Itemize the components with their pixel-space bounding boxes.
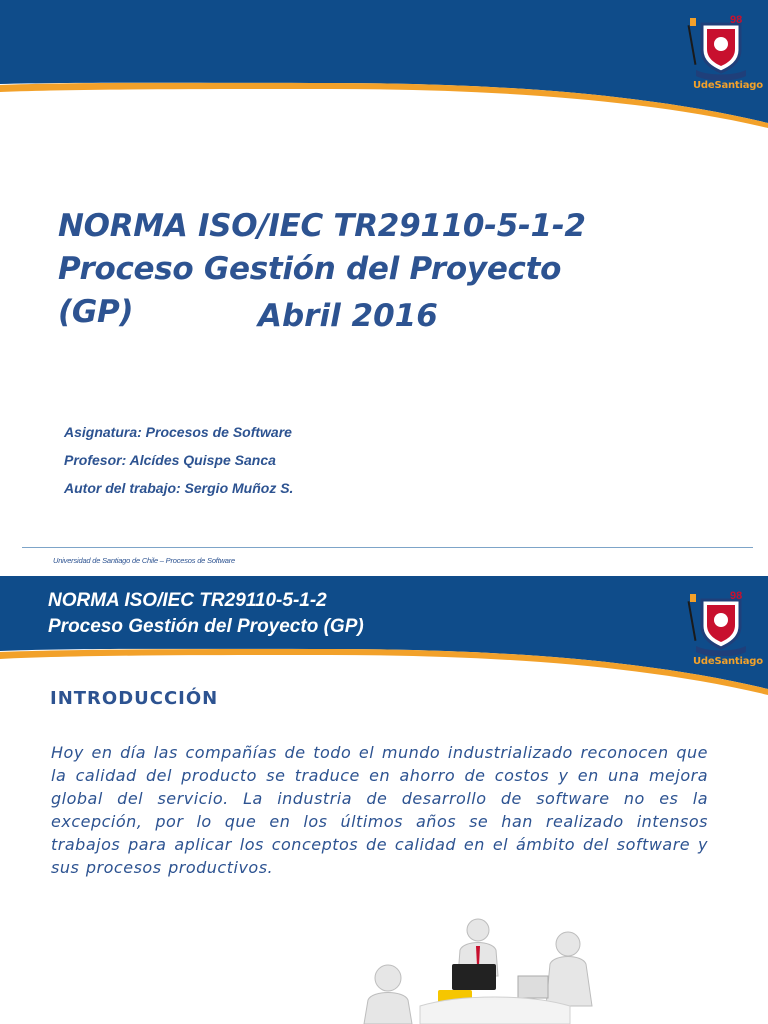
- intro-slide: [0, 576, 768, 1024]
- university-logo: [686, 10, 763, 94]
- slide-footer: Universidad de Santiago de Chile – Procesos de Software: [53, 556, 236, 565]
- team-meeting-illustration: [360, 906, 610, 1024]
- logo-wordmark: UdeSantiago: [693, 80, 763, 91]
- footer-divider: [22, 547, 753, 548]
- svg-text:98: 98: [730, 14, 743, 26]
- header-banner: [0, 0, 768, 130]
- slide-date: Abril 2016: [258, 298, 438, 334]
- course-line: Asignatura: Procesos de Software: [64, 424, 292, 440]
- professor-line: Profesor: Alcídes Quispe Sanca: [64, 452, 276, 468]
- crest-icon: [686, 10, 756, 80]
- title-line: (GP): [58, 294, 134, 330]
- intro-paragraph: Hoy en día las compañías de todo el mundo industrializado reconocen que la calidad del producto se traduce en ahorro de costos y en una mejora global del servicio. La industria de desarrollo de software no es la excepción, por lo que en los últimos años se han realizado intensos trabajos para aplicar los conceptos de calidad en el ámbito del software y sus procesos productivos.: [51, 743, 708, 877]
- slide-title-line: NORMA ISO/IEC TR29110-5-1-2: [48, 590, 327, 611]
- author-line: Autor del trabajo: Sergio Muñoz S.: [64, 480, 294, 496]
- slide-title-line: Proceso Gestión del Proyecto (GP): [48, 616, 364, 637]
- svg-text:98: 98: [730, 590, 743, 602]
- crest-icon: [686, 586, 756, 656]
- section-heading: INTRODUCCIÓN: [50, 688, 219, 709]
- title-line: NORMA ISO/IEC TR29110-5-1-2: [58, 208, 586, 244]
- university-logo: [686, 586, 763, 670]
- title-line: Proceso Gestión del Proyecto: [58, 251, 562, 287]
- logo-wordmark: UdeSantiago: [693, 656, 763, 667]
